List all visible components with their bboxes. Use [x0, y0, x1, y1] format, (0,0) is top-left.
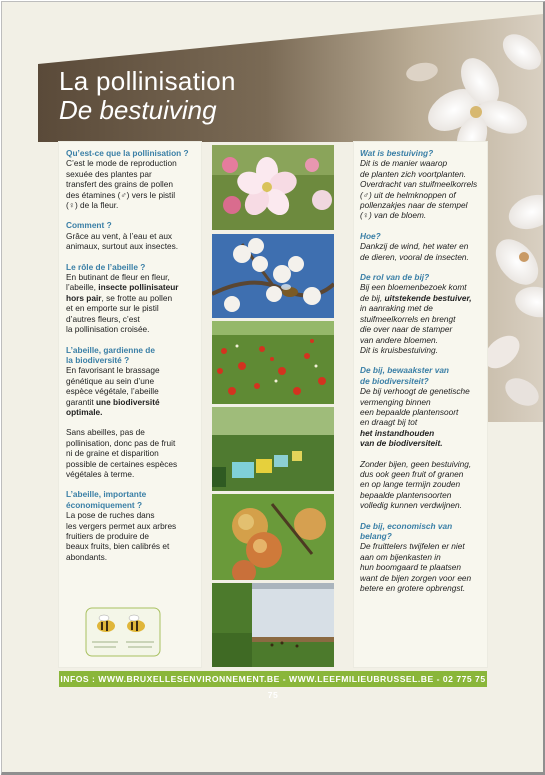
page-title-nl: De bestuiving — [59, 95, 217, 125]
photo-apples — [212, 494, 334, 580]
nl-section-text: Dit is de manier waarop de planten zich voortplanten. Overdracht van stuifmeelkorrels (♂) uit de helmknoppen of pollenzakjes naar de stempel (♀) van de bloem. — [360, 158, 478, 221]
fr-section-heading: Qu’est-ce que la pollinisation ? — [66, 148, 189, 158]
nl-section-heading: De bij, economisch van belang? — [360, 520, 453, 541]
photo-apple-blossom — [212, 145, 334, 230]
french-column — [59, 142, 201, 667]
nl-section-heading: Hoe? — [360, 230, 381, 241]
nl-section-heading: De bij, bewaakster van de biodiversiteit? — [360, 365, 450, 386]
nl-section-heading: De rol van de bij? — [360, 272, 430, 283]
dutch-column — [354, 142, 487, 667]
nl-section-text: Dankzij de wind, het water en de dieren, vooral de insecten. — [360, 241, 469, 262]
nl-section-text: Bij een bloemenbezoek komt de bij, uitstekende bestuiver, in aanraking met de stuifmeelkorrels en brengt die over naar de stamper van andere bloemen. Dit is kruisbestuiving. — [360, 282, 472, 355]
bee-stamp-logo — [84, 606, 162, 658]
fr-section-text: En favorisant le brassage génétique au sein d’une espèce végétale, l’abeille garantit une biodiversité optimale. — [66, 365, 160, 417]
poster — [1, 1, 545, 775]
nl-section-text: Zonder bijen, geen bestuiving, dus ook geen fruit of granen en op lange termijn zouden bepaalde plantensoorten volledig kunnen verdwijnen. — [360, 458, 472, 511]
footer-info-bar: INFOS : WWW.BRUXELLESENVIRONNEMENT.BE - WWW.LEEFMILIEUBRUSSEL.BE - 02 775 75 75 — [59, 671, 487, 687]
fr-section-heading: L’abeille, importante économiquement ? — [66, 489, 147, 510]
nl-section-text: De fruittelers twijfelen er niet aan om bijenkasten in hun boomgaard te plaatsen want de bijen zorgen voor een betere en grotere opbrengst. — [360, 541, 472, 594]
photo-beehive-closeup — [212, 583, 334, 667]
nl-section-text: De bij verhoogt de genetische vermenging binnen een bepaalde plantensoort en draagt bij tot het instandhouden van de biodiversiteit. — [360, 386, 470, 449]
fr-section-heading: Comment ? — [66, 220, 112, 231]
fr-section-text: La pose de ruches dans les vergers permet aux arbres fruitiers de produire de beaux fruits, bien calibrés et abondants. — [66, 510, 177, 562]
page-title-fr: La pollinisation — [59, 66, 236, 96]
fr-section-text: Sans abeilles, pas de pollinisation, donc pas de fruit ni de graine et disparition possible de certaines espèces végétales à terme. — [66, 427, 178, 479]
fr-section-heading: Le rôle de l’abeille ? — [66, 261, 146, 272]
nl-section-heading: Wat is bestuiving? — [360, 148, 434, 158]
fr-section-text: C’est le mode de reproduction sexuée des plantes par transfert des grains de pollen des étamines (♂) vers le pistil (♀) de la fleur. — [66, 158, 177, 211]
fr-section-heading: L’abeille, gardienne de la biodiversité ? — [66, 344, 155, 365]
photo-poppy-meadow — [212, 321, 334, 404]
photo-bee-on-blossom — [212, 234, 334, 318]
fr-section-text: Grâce au vent, à l’eau et aux animaux, surtout aux insectes. — [66, 230, 179, 252]
photo-beehives — [212, 407, 334, 491]
fr-section-text: En butinant de fleur en fleur, l’abeille, insecte pollinisateur hors pair, se frotte au pollen et en emporte sur le pistil d’autres fleurs, c’est la pollinisation croisée. — [66, 272, 179, 335]
